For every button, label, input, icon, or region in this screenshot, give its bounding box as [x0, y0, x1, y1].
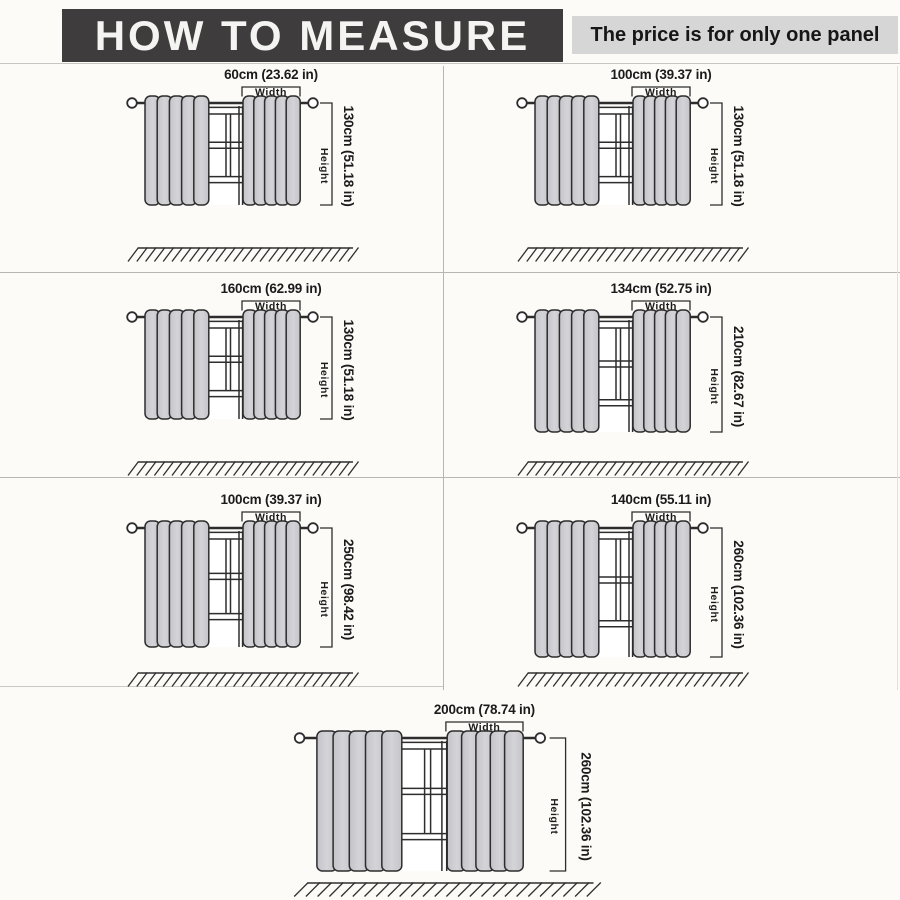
curtain-window-illustration [100, 62, 400, 264]
width-caption: Width [468, 721, 501, 734]
curtain-window-illustration [490, 487, 790, 689]
curtain-right-panel [633, 521, 690, 657]
floor-hatch [128, 248, 359, 262]
width-caption: Width [254, 86, 288, 99]
width-value: 100cm (39.37 in) [220, 492, 322, 507]
curtain-left-panel [535, 310, 599, 432]
measure-diagram-200x260 [0, 686, 900, 900]
curtain-left-panel [535, 521, 599, 657]
width-caption: Width [254, 300, 288, 313]
curtain-window-illustration [257, 697, 656, 899]
curtain-window-illustration [100, 276, 400, 478]
measure-diagram-160x130 [0, 272, 443, 477]
curtain-right-panel [447, 731, 523, 871]
measure-diagram-100x130 [443, 62, 900, 272]
height-caption: Height [318, 147, 330, 185]
width-value: 134cm (52.75 in) [610, 281, 712, 296]
width-caption: Width [644, 86, 678, 99]
curtain-left-panel [317, 731, 402, 871]
floor-hatch [128, 673, 359, 687]
page-title: HOW TO MEASURE [94, 11, 531, 59]
width-value: 200cm (78.74 in) [433, 702, 535, 717]
height-value: 130cm (51.18 in) [731, 105, 746, 207]
curtain-right-panel [633, 96, 690, 205]
height-value: 260cm (102.36 in) [731, 540, 746, 649]
curtain-right-panel [243, 521, 300, 647]
measure-diagram-100x250 [0, 477, 443, 686]
height-caption: Height [708, 147, 720, 185]
curtain-window-illustration [490, 276, 790, 478]
curtain-right-panel [633, 310, 690, 432]
width-caption: Width [644, 511, 678, 524]
height-caption: Height [318, 581, 330, 618]
header-title-banner [62, 9, 563, 62]
curtain-left-panel [535, 96, 599, 205]
floor-hatch [518, 248, 749, 262]
width-value: 100cm (39.37 in) [610, 67, 712, 82]
curtain-window-illustration [100, 487, 400, 689]
curtain-window-illustration [490, 62, 790, 264]
floor-hatch [518, 462, 749, 476]
curtain-right-panel [243, 96, 300, 205]
price-note: The price is for only one panel [590, 23, 880, 46]
curtain-right-panel [243, 310, 300, 419]
width-value: 160cm (62.99 in) [220, 281, 322, 296]
width-value: 140cm (55.11 in) [610, 492, 712, 507]
floor-hatch [518, 673, 749, 687]
curtain-left-panel [145, 96, 209, 205]
height-caption: Height [547, 798, 560, 835]
width-caption: Width [644, 300, 678, 313]
height-value: 130cm (51.18 in) [341, 319, 356, 421]
floor-hatch [294, 883, 601, 897]
height-caption: Height [318, 361, 330, 399]
width-caption: Width [254, 511, 288, 524]
height-caption: Height [708, 586, 720, 623]
price-note-banner [572, 16, 898, 54]
curtain-left-panel [145, 521, 209, 647]
floor-hatch [128, 462, 359, 476]
measure-diagram-60x130 [0, 62, 443, 272]
measure-diagram-134x210 [443, 272, 900, 477]
height-caption: Height [708, 368, 720, 405]
height-value: 210cm (82.67 in) [731, 325, 746, 428]
height-value: 260cm (102.36 in) [578, 752, 594, 861]
curtain-left-panel [145, 310, 209, 419]
measure-diagram-140x260 [443, 477, 900, 686]
height-value: 250cm (98.42 in) [341, 538, 356, 641]
height-value: 130cm (51.18 in) [341, 105, 356, 207]
width-value: 60cm (23.62 in) [224, 67, 318, 82]
